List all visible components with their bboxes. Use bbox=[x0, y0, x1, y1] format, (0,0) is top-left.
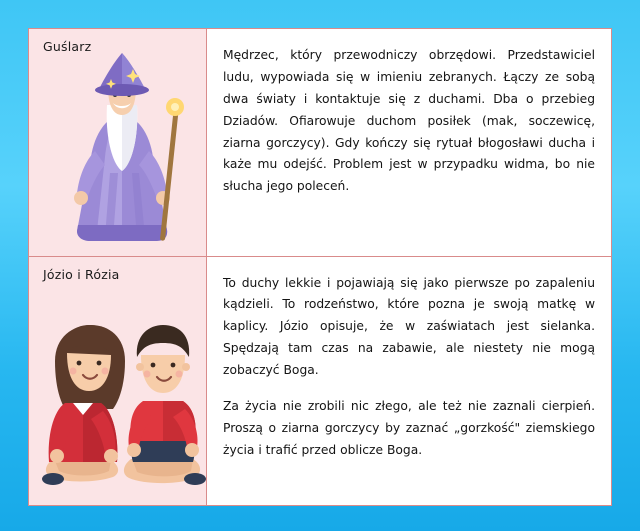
two-children-illustration bbox=[35, 319, 207, 499]
table-row bbox=[29, 257, 611, 505]
children-icon bbox=[35, 319, 207, 499]
wizard-icon bbox=[47, 53, 197, 251]
description-paragraph: Mędrzec, który przewodniczy obrzędowi. Przedstawiciel ludu, wypowiada się w imieniu zebranych. Łączy ze sobą dwa światy i kontaktuje się z duchami. Dba o przebieg Dziadów. Ofiarowuje duchom posiłek (mak, soczewicę, ziarna gorczycy). Gdy kończy się rytuał błogosławi ducha i każe mu odejść. Problem jest w przypadku widma, bo nie słucha jego poleceń. bbox=[223, 48, 595, 194]
description-paragraph: To duchy lekkie i pojawiają się jako pierwsze po zapaleniu kądzieli. To rodzeństwo, które pozna je swoją matkę w kaplicy. Józio opisuje, że w zaświatach jest sielanka. Spędzają tam czas na zabawie, ale niestety nie mogą zobaczyć Boga. bbox=[223, 275, 595, 378]
character-cell-guslarz bbox=[29, 29, 207, 256]
wizard-illustration bbox=[47, 53, 197, 251]
character-name: Józio i Rózia bbox=[43, 266, 120, 282]
character-name: Guślarz bbox=[43, 39, 92, 54]
description-cell-jozio-rozia bbox=[207, 257, 611, 505]
character-cell-jozio-rozia bbox=[29, 257, 207, 505]
characters-table bbox=[28, 28, 612, 506]
table-row bbox=[29, 29, 611, 257]
description-paragraph: Za życia nie zrobili nic złego, ale też nie zaznali cierpień. Proszą o ziarna gorczycy by zaznać „gorzkość" ziemskiego życia i trafić przed oblicze Boga. bbox=[223, 398, 595, 457]
description-cell-guslarz bbox=[207, 29, 611, 256]
